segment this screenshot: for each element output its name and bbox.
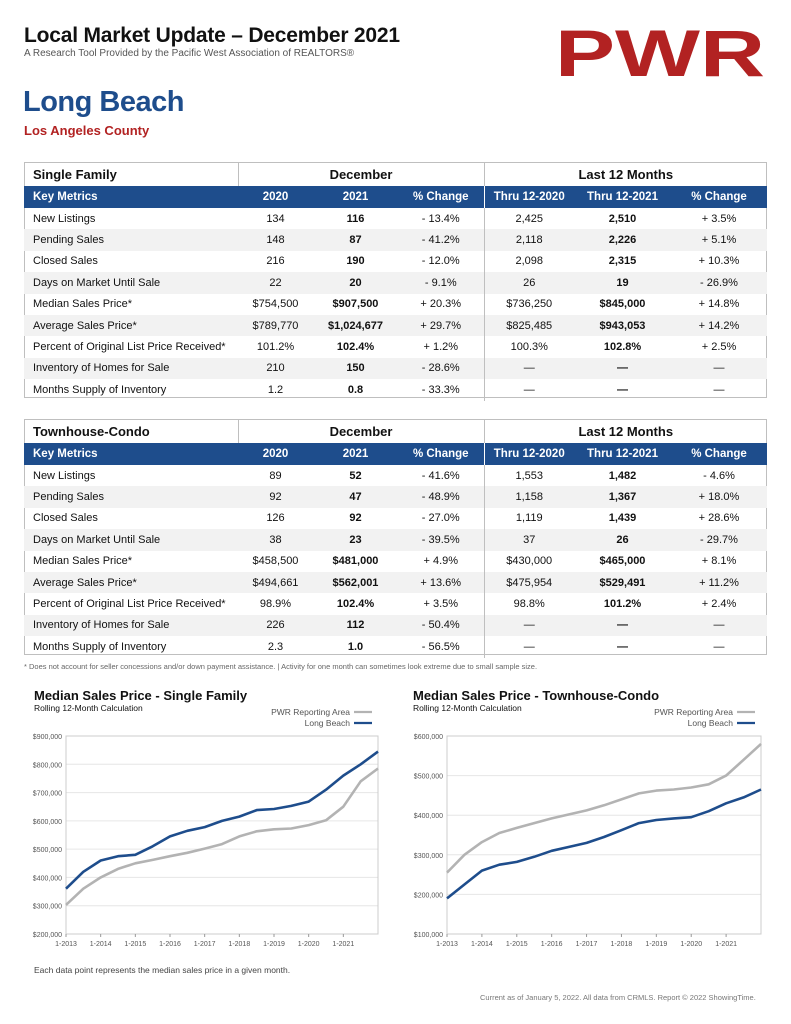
table-row (24, 208, 767, 229)
single-family-table (24, 162, 767, 401)
metric-value: 148 (238, 229, 313, 250)
y-tick-label: $600,000 (32, 818, 62, 826)
metric-value: 26 (574, 529, 671, 550)
metric-value: 1,119 (484, 508, 574, 529)
metric-value: 226 (238, 615, 313, 636)
metric-name: Inventory of Homes for Sale (24, 358, 238, 379)
table-row (24, 486, 767, 507)
column-header: % Change (398, 443, 484, 465)
table-row (24, 465, 767, 486)
y-tick-label: $900,000 (32, 734, 62, 741)
metric-value: 38 (238, 529, 313, 550)
column-header: % Change (671, 443, 767, 465)
metric-value: — (484, 615, 574, 636)
metric-value: + 18.0% (671, 486, 767, 507)
metric-value: $529,491 (574, 572, 671, 593)
group-december: December (238, 419, 484, 443)
metric-value: 150 (313, 358, 398, 379)
metric-value: 92 (349, 512, 362, 525)
metric-value: + 28.6% (698, 512, 740, 525)
metric-name: Closed Sales (33, 512, 98, 525)
metric-value: - 39.5% (398, 529, 484, 550)
metric-value: — (484, 636, 574, 657)
metric-value: - 29.7% (671, 529, 767, 550)
group-december: December (238, 162, 484, 186)
x-tick-label: 1-2013 (55, 941, 77, 948)
metric-value: - 26.9% (671, 272, 767, 293)
column-header: Thru 12-2020 (484, 443, 574, 465)
metric-value: — (671, 358, 767, 379)
x-tick-label: 1-2014 (89, 941, 112, 948)
y-tick-label: $400,000 (413, 813, 443, 821)
column-header: Key Metrics (24, 443, 238, 465)
y-tick-label: $200,000 (32, 932, 62, 939)
x-tick-label: 1-2020 (680, 941, 703, 948)
metric-value: 89 (269, 469, 282, 482)
metric-value: — (713, 383, 725, 396)
table-row (24, 615, 767, 636)
metric-value: $789,770 (238, 315, 313, 336)
metric-value: 134 (266, 212, 285, 225)
group-last-12-months: Last 12 Months (484, 162, 767, 186)
metric-value: 100.3% (484, 336, 574, 357)
chart-1-title: Median Sales Price - Single Family (34, 688, 248, 703)
metric-value: — (574, 615, 671, 636)
metric-value: — (484, 379, 574, 400)
metric-value: $825,485 (484, 315, 574, 336)
x-tick-label: 1-2015 (505, 941, 528, 948)
metric-value: 101.2% (603, 598, 642, 611)
metric-name: Pending Sales (24, 229, 238, 250)
table-row (24, 358, 767, 379)
metric-value: + 20.3% (420, 298, 462, 311)
metric-value: $494,661 (238, 572, 313, 593)
section-title: Single Family (33, 166, 117, 182)
column-header: 2020 (238, 186, 313, 208)
x-tick-label: 1-2013 (436, 941, 458, 948)
metric-value: 1,553 (484, 465, 574, 486)
metric-value: + 2.4% (701, 598, 737, 611)
legend-label: PWR Reporting Area (654, 707, 733, 717)
metric-value: + 10.3% (698, 255, 740, 268)
pwr-logo (555, 22, 767, 82)
metric-value: $1,024,677 (313, 315, 398, 336)
column-header: 2020 (238, 443, 313, 465)
metric-value: — (484, 358, 574, 379)
county-name: Los Angeles County (24, 123, 150, 138)
metric-value: + 14.2% (671, 315, 767, 336)
table-row (24, 315, 767, 336)
data-source-note: Current as of January 5, 2022. All data from CRMLS. Report © 2022 ShowingTime. (480, 993, 756, 1002)
metric-value: - 33.3% (421, 383, 460, 396)
metric-value: - 50.4% (398, 615, 484, 636)
metric-value: - 48.9% (398, 486, 484, 507)
metric-value: 1,158 (484, 486, 574, 507)
y-tick-label: $300,000 (32, 903, 62, 911)
metric-name: Average Sales Price* (24, 572, 238, 593)
y-tick-label: $500,000 (32, 847, 62, 855)
table-row (24, 379, 767, 400)
metric-value: $907,500 (332, 298, 379, 311)
metric-name: New Listings (33, 469, 96, 482)
legend-label: PWR Reporting Area (271, 707, 350, 717)
metric-value: $943,053 (574, 315, 671, 336)
column-header: 2021 (313, 443, 398, 465)
metric-value: + 5.1% (671, 229, 767, 250)
metric-value: 22 (238, 272, 313, 293)
table-row (24, 508, 767, 529)
report-title: Local Market Update – December 2021 (24, 24, 400, 47)
metric-value: 216 (266, 255, 285, 268)
report-subtitle: A Research Tool Provided by the Pacific West Association of REALTORS® (24, 48, 355, 59)
metric-value: - 9.1% (398, 272, 484, 293)
metric-value: + 2.5% (701, 341, 737, 354)
metric-value: 47 (313, 486, 398, 507)
chart-1-subtitle: Rolling 12-Month Calculation (34, 703, 143, 713)
chart-footnote: Each data point represents the median sales price in a given month. (34, 965, 291, 975)
series-line-pwr-reporting-area (66, 769, 378, 905)
metric-value: + 4.9% (423, 555, 459, 568)
metric-value: 2,315 (608, 255, 637, 268)
table-row (24, 251, 767, 272)
metric-name: Closed Sales (33, 255, 98, 268)
metric-value: $458,500 (252, 555, 299, 568)
metric-value: 1.0 (347, 640, 364, 653)
metric-value: 92 (238, 486, 313, 507)
townhouse-condo-table (24, 419, 767, 658)
y-tick-label: $700,000 (32, 790, 62, 798)
metric-value: 0.8 (347, 383, 364, 396)
section-title: Townhouse-Condo (33, 423, 150, 439)
legend-label: Long Beach (304, 718, 350, 728)
metric-name: Days on Market Until Sale (24, 529, 238, 550)
townhouse-condo-price-chart (405, 700, 767, 958)
metric-value: $562,001 (313, 572, 398, 593)
metric-value: + 14.8% (698, 298, 740, 311)
metric-value: - 27.0% (421, 512, 460, 525)
single-family-price-chart (24, 700, 384, 958)
metric-value: 112 (313, 615, 398, 636)
metric-value: 2,118 (484, 229, 574, 250)
logo-text: PWR (555, 22, 765, 82)
y-tick-label: $300,000 (413, 852, 443, 860)
metric-value: 37 (484, 529, 574, 550)
x-tick-label: 1-2018 (610, 941, 633, 948)
y-tick-label: $800,000 (32, 762, 62, 770)
metric-value: 102.8% (603, 341, 642, 354)
x-tick-label: 1-2016 (540, 941, 563, 948)
footnote: * Does not account for seller concessions and/or down payment assistance. | Activity for one month can sometimes look extreme due to small sample size. (24, 662, 538, 671)
x-tick-label: 1-2018 (228, 941, 251, 948)
metric-value: 2,425 (484, 208, 574, 229)
y-tick-label: $400,000 (32, 875, 62, 883)
metric-name: Average Sales Price* (24, 315, 238, 336)
metric-value: - 28.6% (398, 358, 484, 379)
metric-value: 1,367 (574, 486, 671, 507)
metric-value: 1,482 (608, 469, 637, 482)
metric-value: $481,000 (332, 555, 379, 568)
x-tick-label: 1-2016 (159, 941, 181, 948)
metric-value: 19 (574, 272, 671, 293)
metric-value: 52 (349, 469, 362, 482)
metric-value: - 13.4% (421, 212, 460, 225)
metric-value: 87 (313, 229, 398, 250)
series-line-long-beach (66, 752, 378, 889)
metric-value: 1.2 (267, 383, 284, 396)
metric-value: + 11.2% (671, 572, 767, 593)
metric-value: $475,954 (484, 572, 574, 593)
table-row (24, 336, 767, 357)
chart-2-title: Median Sales Price - Townhouse-Condo (413, 688, 660, 703)
y-tick-label: $200,000 (413, 892, 443, 900)
metric-value: $754,500 (252, 298, 299, 311)
x-tick-label: 1-2020 (297, 941, 320, 948)
metric-value: $845,000 (599, 298, 646, 311)
metric-name: Months Supply of Inventory (33, 640, 167, 653)
metric-value: 2,510 (608, 212, 637, 225)
table-row (24, 229, 767, 250)
metric-value: + 8.1% (701, 555, 737, 568)
legend-label: Long Beach (687, 718, 733, 728)
metric-value: — (713, 640, 725, 653)
metric-value: + 13.6% (398, 572, 484, 593)
metric-value: - 4.6% (703, 469, 735, 482)
metric-value: — (617, 640, 628, 653)
metric-name: Days on Market Until Sale (24, 272, 238, 293)
column-header: Thru 12-2021 (574, 443, 671, 465)
column-header: % Change (671, 186, 767, 208)
metric-value: - 41.2% (398, 229, 484, 250)
metric-name: Percent of Original List Price Received* (33, 341, 226, 354)
metric-value: 20 (313, 272, 398, 293)
metric-value: + 1.2% (423, 341, 459, 354)
y-tick-label: $600,000 (413, 734, 443, 741)
column-header: Thru 12-2021 (574, 186, 671, 208)
metric-value: 2.3 (267, 640, 284, 653)
x-tick-label: 1-2017 (193, 941, 216, 948)
metric-value: 23 (313, 529, 398, 550)
metric-value: — (574, 358, 671, 379)
metric-value: — (671, 615, 767, 636)
y-tick-label: $500,000 (413, 773, 443, 781)
table-row (24, 529, 767, 550)
metric-value: 26 (484, 272, 574, 293)
x-tick-label: 1-2014 (470, 941, 493, 948)
metric-value: $736,250 (484, 294, 574, 315)
x-tick-label: 1-2021 (715, 941, 738, 948)
metric-name: Inventory of Homes for Sale (24, 615, 238, 636)
group-last-12-months: Last 12 Months (484, 419, 767, 443)
table-row (24, 593, 767, 614)
table-row (24, 636, 767, 657)
table-row (24, 294, 767, 315)
metric-value: 116 (346, 212, 365, 225)
chart-2-subtitle: Rolling 12-Month Calculation (413, 703, 522, 713)
x-tick-label: 1-2021 (332, 941, 355, 948)
metric-value: 126 (266, 512, 285, 525)
metric-name: Months Supply of Inventory (33, 383, 167, 396)
column-header: 2021 (313, 186, 398, 208)
metric-value: + 3.5% (701, 212, 737, 225)
column-header: Thru 12-2020 (484, 186, 574, 208)
x-tick-label: 1-2019 (263, 941, 285, 948)
table-row (24, 551, 767, 572)
city-name: Long Beach (23, 86, 184, 118)
metric-value: 102.4% (336, 598, 375, 611)
metric-value: — (617, 383, 628, 396)
metric-value: - 12.0% (421, 255, 460, 268)
metric-name: New Listings (33, 212, 96, 225)
metric-value: 210 (238, 358, 313, 379)
metric-value: 101.2% (256, 341, 295, 354)
metric-name: Pending Sales (24, 486, 238, 507)
column-header: Key Metrics (24, 186, 238, 208)
column-header: % Change (398, 186, 484, 208)
metric-value: + 3.5% (423, 598, 459, 611)
x-tick-label: 1-2015 (124, 941, 147, 948)
y-tick-label: $100,000 (413, 932, 443, 939)
metric-value: $430,000 (484, 551, 574, 572)
metric-value: $465,000 (599, 555, 646, 568)
x-tick-label: 1-2019 (645, 941, 668, 948)
metric-value: 102.4% (336, 341, 375, 354)
metric-value: 190 (346, 255, 365, 268)
metric-name: Percent of Original List Price Received* (33, 598, 226, 611)
metric-name: Median Sales Price* (33, 555, 133, 568)
plot-frame (66, 736, 378, 934)
x-tick-label: 1-2017 (575, 941, 598, 948)
metric-value: 1,439 (608, 512, 637, 525)
metric-value: 98.8% (484, 593, 574, 614)
metric-value: 2,226 (574, 229, 671, 250)
metric-value: - 56.5% (421, 640, 460, 653)
metric-value: 2,098 (484, 251, 574, 272)
metric-value: 98.9% (259, 598, 292, 611)
metric-name: Median Sales Price* (33, 298, 133, 311)
table-row (24, 272, 767, 293)
table-row (24, 572, 767, 593)
metric-value: + 29.7% (398, 315, 484, 336)
metric-value: - 41.6% (421, 469, 460, 482)
